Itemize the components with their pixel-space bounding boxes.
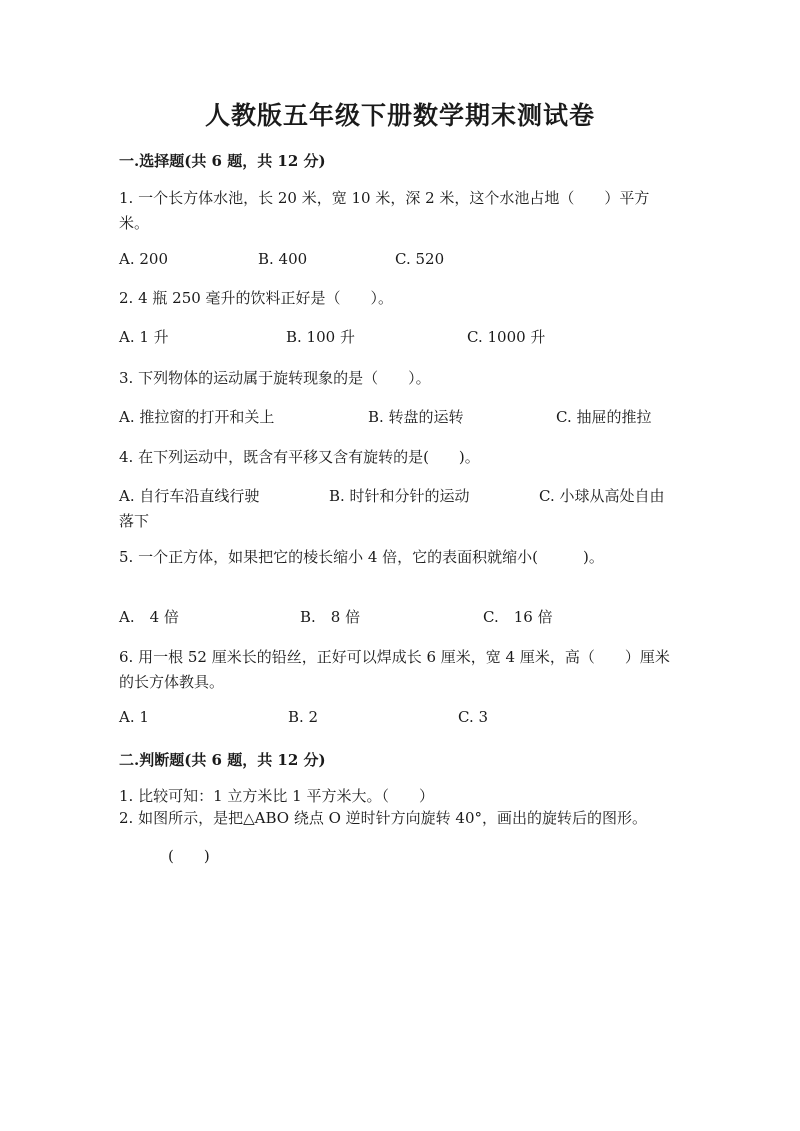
option-b: B. 时针和分针的运动 [329,487,470,505]
question-2-options [119,325,679,350]
question-2: 2. 4 瓶 250 毫升的饮料正好是（ ）。 [119,289,394,307]
question-4-options [119,484,679,530]
question-1-options [119,247,679,272]
option-b: B. 400 [258,250,308,268]
option-c: C. 520 [395,250,445,268]
option-a: A. 1 升 [119,328,169,346]
question-5-options [119,605,679,630]
option-a: A. 自行车沿直线行驶 [119,487,260,505]
option-b: B. 转盘的运转 [368,408,464,426]
option-c: C. 16 倍 [483,608,553,626]
option-b: B. 8 倍 [300,608,361,626]
option-b: B. 100 升 [286,328,355,346]
judge-question-2-blank: ( ) [168,847,210,865]
option-c: C. 小球从高处自由 [539,487,665,505]
option-a: A. 4 倍 [119,608,179,626]
judge-question-2: 2. 如图所示，是把△ABO 绕点 O 逆时针方向旋转 40°，画出的旋转后的图形。 [119,809,648,827]
option-c: C. 抽屉的推拉 [556,408,652,426]
question-5: 5. 一个正方体，如果把它的棱长缩小 4 倍，它的表面积就缩小( )。 [119,548,604,566]
option-c: C. 3 [458,708,489,726]
option-c: C. 1000 升 [467,328,546,346]
question-6: 6. 用一根 52 厘米长的铅丝，正好可以焊成长 6 厘米，宽 4 厘米，高（ ）厘米的长方体教具。 [119,648,670,691]
question-4: 4. 在下列运动中，既含有平移又含有旋转的是( )。 [119,448,480,466]
option-a: A. 200 [119,250,168,268]
question-3: 3. 下列物体的运动属于旋转现象的是（ ）。 [119,369,431,387]
question-1: 1. 一个长方体水池，长 20 米，宽 10 米，深 2 米，这个水池占地（ ）平方米。 [119,189,650,232]
section-heading-true-false: 二.判断题(共 6 题，共 12 分) [119,751,326,769]
judge-question-1: 1. 比较可知：1 立方米比 1 平方米大。（ ） [119,787,434,805]
question-6-options [119,705,679,730]
option-b: B. 2 [288,708,319,726]
section-heading-choice: 一.选择题(共 6 题，共 12 分) [119,152,326,170]
question-3-options [119,405,679,430]
option-a: A. 1 [119,708,149,726]
option-a: A. 推拉窗的打开和关上 [119,408,275,426]
page-title: 人教版五年级下册数学期末测试卷 [204,101,595,130]
option-c-continued: 落下 [119,512,150,530]
